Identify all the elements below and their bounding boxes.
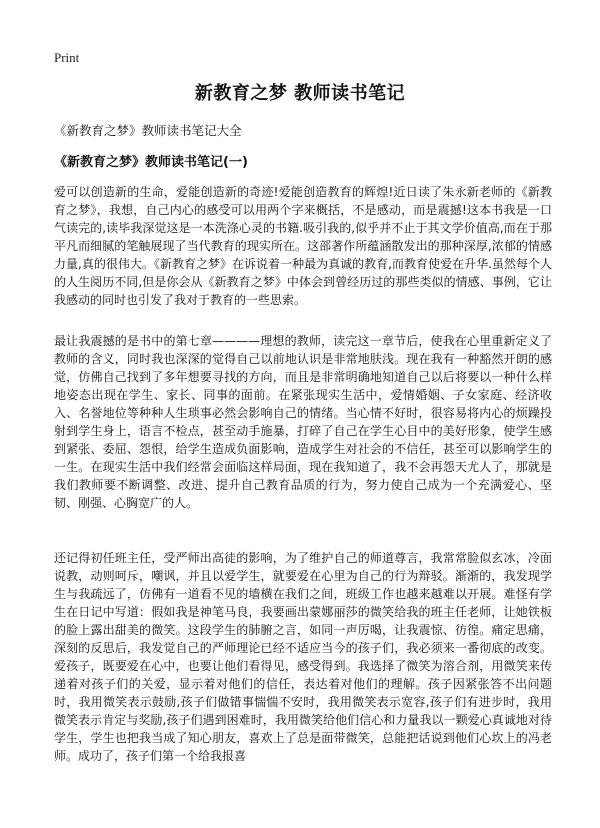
document-title: 新教育之梦 教师读书笔记 (194, 83, 406, 104)
paragraph-1: 爱可以创造新的生命，爱能创造新的奇迹!爱能创造教育的辉煌!近日读了朱永新老师的《新教育之梦》，我想，自己内心的感受可以用两个字来概括，不是感动，而是震撼!这本书我是一口气读完的,读毕我深觉这是一本洗涤心灵的书籍.吸引我的,似乎并不止于其文学价值高,而在于那平凡而细腻的笔触展现了当代教育的现实所在。这部著作所蕴涵散发出的那种深厚,浓郁的情感力量,真的很伟大。《新教育之梦》在诉说着一种最为真诚的教育,而教育使爱在升华.虽然每个人的人生阅历不同,但是你会从《新教育之梦》中体会到曾经历过的那些类似的情感、事例，它让我感动的同时也引发了我对于教育的一些思索。 (54, 185, 552, 307)
paragraph-3: 还记得初任班主任，受严师出高徒的影响，为了维护自己的师道尊言，我常常脸似玄冰，冷面说教，动则呵斥，嘲讽，并且以爱学生，就要爱在心里为自己的行为辩驳。渐渐的，我发现学生与我疏远了，仿佛有一道看不见的墙横在我们之间，班级工作也越来越难以开展。难怪有学生在日记中写道：假如我是神笔马良，我要画出蒙娜丽莎的微笑给我的班主任老师，让她铁板的脸上露出甜美的微笑。这段学生的肺腑之言，如同一声厉喝，让我震惊、彷徨。痛定思痛，深刻的反思后，我发觉自己的严师理论已经不适应当今的孩子们，我必须来一番彻底的改变。爱孩子，既要爱在心中，也要让他们看得见，感受得到。我选择了微笑为溶合剂，用微笑来传递着对孩子们的关爱，显示着对他们的信任，表达着对他们的理解。孩子因紧张答不出问题时，我用微笑表示鼓励,孩子们做错事惴惴不安时，我用微笑表示宽容,孩子们有进步时，我用微笑表示肯定与奖励,孩子们遇到困难时，我用微笑给他们信心和力量我以一颗爱心真诚地对待学生，学生也把我当成了知心朋友，喜欢上了总是面带微笑，总能把话说到他们心坎上的冯老师。成功了，孩子们第一个给我报喜 (54, 551, 552, 763)
document-subtitle: 《新教育之梦》教师读书笔记大全 (54, 123, 242, 138)
paragraph-2: 最让我震撼的是书中的第七章————理想的教师，读完这一章节后，使我在心里重新定义了教师的含义，同时我也深深的觉得自己以前地认识是非常地肤浅。现在我有一种豁然开朗的感觉，仿佛自己找到了多年想要寻找的方向，而且是非常明确地知道自己以后将要以一种什么样地姿态出现在学生、家长、同事的面前。在紧张现实生活中，爱情婚姻、子女家庭、经济收入、名誉地位等种种人生琐事必然会影响自己的情绪。当心情不好时，很容易将内心的烦躁投射到学生身上，语言不检点，甚至动手施暴，打碎了自己在学生心目中的美好形象，使学生感到紧张、委屈、怨恨，给学生造成负面影响，造成学生对社会的不信任，甚至可以影响学生的一生。在现实生活中我们经常会面临这样局面，现在我知道了，我不会再怨天尤人了，那就是我们教师要不断调整、改进、提升自己教育品质的行为，努力使自己成为一个充满爱心、坚韧、刚强、心胸宽广的人。 (54, 334, 552, 510)
section-heading: 《新教育之梦》教师读书笔记(一) (54, 155, 248, 170)
print-label: Print (54, 50, 80, 65)
